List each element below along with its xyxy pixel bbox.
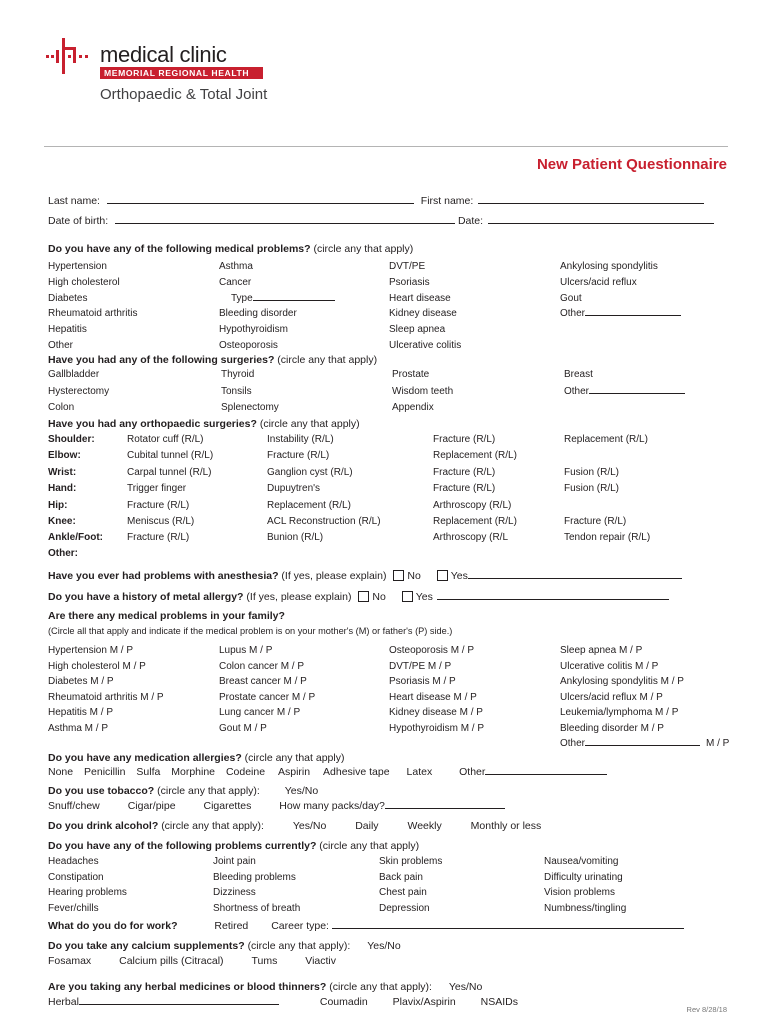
list-item[interactable]: Splenectomy — [221, 402, 279, 413]
option[interactable]: Daily — [355, 820, 379, 832]
list-item[interactable]: Ulcerative colitis M / P — [560, 660, 659, 672]
list-item[interactable]: Cancer — [219, 276, 252, 288]
ortho-label: Wrist: — [48, 466, 77, 478]
calcium-yesno[interactable]: Yes/No — [367, 940, 401, 952]
list-item[interactable]: Ulcers/acid reflux — [560, 276, 637, 288]
herbal-field[interactable] — [79, 996, 279, 1005]
list-item[interactable]: Bleeding disorder — [219, 308, 297, 320]
list-item[interactable]: Hypertension — [48, 261, 107, 272]
list-item[interactable]: Prostate — [392, 369, 430, 380]
list-item[interactable]: Carpal tunnel (R/L) — [127, 466, 212, 478]
list-item[interactable]: Gallbladder — [48, 369, 100, 380]
list-item[interactable]: Heart disease M / P — [389, 691, 477, 703]
list-item[interactable]: Back pain — [379, 871, 423, 883]
list-item[interactable]: Prostate cancer M / P — [219, 691, 316, 703]
ortho-label: Hip: — [48, 499, 68, 511]
option[interactable]: Aspirin — [278, 766, 311, 778]
list-item[interactable]: Asthma — [219, 261, 253, 272]
option[interactable]: Codeine — [225, 766, 266, 778]
ortho-col-2 — [267, 432, 381, 547]
header-divider — [44, 146, 728, 147]
metal-no-checkbox[interactable] — [358, 591, 369, 602]
anesthesia-yes-checkbox[interactable] — [437, 570, 448, 581]
family-other-item[interactable]: Other M / P — [560, 738, 730, 749]
list-item[interactable]: Tendon repair (R/L) — [564, 532, 651, 544]
dob-label: Date of birth: — [48, 215, 109, 227]
list-item[interactable]: Colon cancer M / P — [219, 660, 305, 672]
list-item[interactable]: Colon — [48, 402, 75, 413]
list-item[interactable]: Vision problems — [544, 887, 615, 899]
list-item[interactable]: Rheumatoid arthritis M / P — [48, 691, 164, 703]
list-item[interactable]: Cubital tunnel (R/L) — [127, 450, 214, 462]
medical-col-4 — [560, 259, 681, 322]
option[interactable]: Calcium pills (Citracal) — [119, 955, 224, 967]
family-question: Are there any medical problems in your family? — [48, 610, 285, 622]
list-item[interactable]: Fracture (R/L) — [127, 499, 190, 511]
surgeries-col-2 — [221, 367, 279, 417]
herbal-yesno[interactable]: Yes/No — [448, 981, 483, 993]
dob-field[interactable] — [115, 215, 455, 224]
medical-col-3 — [389, 259, 461, 354]
list-item[interactable]: Lupus M / P — [219, 645, 273, 656]
list-item[interactable]: Replacement (R/L) — [267, 499, 351, 511]
list-item[interactable]: Fracture (R/L) — [433, 483, 496, 495]
ortho-label: Knee: — [48, 516, 76, 528]
list-item[interactable]: Bleeding problems — [213, 871, 296, 883]
option[interactable]: None — [48, 766, 74, 778]
ortho-col-4 — [564, 432, 650, 547]
list-item[interactable]: Constipation — [48, 871, 104, 883]
list-item[interactable]: Fracture (R/L) — [433, 434, 496, 445]
list-item[interactable]: Rheumatoid arthritis — [48, 308, 138, 320]
list-item[interactable]: Fracture (R/L) — [433, 466, 496, 478]
list-item[interactable]: Bleeding disorder M / P — [560, 722, 664, 734]
work-row: What do you do for work? Retired Career type: — [48, 920, 684, 932]
date-field[interactable] — [488, 215, 714, 224]
ortho-label: Elbow: — [48, 450, 81, 462]
list-item[interactable]: Lung cancer M / P — [219, 707, 301, 718]
list-item[interactable]: Psoriasis M / P — [389, 676, 456, 687]
alcohol-row: Do you drink alcohol? (circle any that apply): Yes/No Daily Weekly Monthly or less — [48, 820, 542, 832]
list-item[interactable]: Hypothyroidism — [219, 324, 288, 336]
list-item[interactable]: Ganglion cyst (R/L) — [267, 466, 353, 478]
current-col-3 — [379, 854, 442, 916]
metal-yes-checkbox[interactable] — [402, 591, 413, 602]
medical-col-2 — [219, 259, 335, 354]
option[interactable]: Sulfa — [136, 766, 161, 778]
list-item[interactable]: Replacement (R/L) — [564, 434, 648, 445]
herbal-question: Are you taking any herbal medicines or blood thinners? (circle any that apply): Yes/No — [48, 981, 483, 993]
list-item[interactable]: Kidney disease M / P — [389, 707, 483, 718]
list-item[interactable]: Fracture (R/L) — [127, 532, 190, 544]
list-item[interactable]: Fracture (R/L) — [564, 516, 627, 528]
department-name: Orthopaedic & Total Joint — [100, 86, 268, 103]
tobacco-yesno[interactable]: Yes/No — [284, 785, 319, 797]
list-item[interactable]: Psoriasis — [389, 276, 430, 288]
list-item[interactable]: Fever/chills — [48, 902, 99, 914]
option[interactable]: Cigar/pipe — [127, 800, 176, 812]
list-item[interactable]: Osteoporosis — [219, 339, 278, 351]
surgeries-other-field[interactable] — [589, 385, 685, 394]
list-item[interactable]: Tonsils — [221, 385, 252, 397]
list-item[interactable]: Ankylosing spondylitis M / P — [560, 676, 684, 687]
list-item[interactable]: Breast — [564, 369, 593, 380]
metal-row: Do you have a history of metal allergy? (If yes, please explain) No Yes — [48, 591, 669, 603]
list-item[interactable]: Kidney disease — [389, 308, 457, 320]
list-item[interactable]: DVT/PE — [389, 261, 426, 272]
med-allergy-question: Do you have any medication allergies? (circle any that apply) — [48, 752, 345, 764]
surgeries-col-3 — [392, 367, 453, 417]
list-item[interactable]: Bunion (R/L) — [267, 532, 324, 544]
clinic-logo-icon — [46, 38, 98, 74]
list-item[interactable]: Hysterectomy — [48, 385, 110, 397]
tobacco-question: Do you use tobacco? (circle any that apply): Yes/No — [48, 785, 319, 797]
ortho-col-1 — [127, 432, 213, 547]
list-item[interactable]: Skin problems — [379, 856, 443, 867]
option[interactable]: NSAIDs — [480, 996, 518, 1008]
medical-other-field[interactable] — [585, 307, 681, 316]
list-item[interactable]: Osteoporosis M / P — [389, 645, 475, 656]
list-item[interactable]: Dupuytren's — [267, 483, 321, 495]
list-item[interactable]: Trigger finger — [127, 483, 187, 495]
list-item[interactable]: Hypothyroidism M / P — [389, 722, 485, 734]
option[interactable]: Penicillin — [84, 766, 126, 778]
family-other-field[interactable] — [585, 737, 700, 746]
revision-note: Rev 8/28/18 — [686, 1005, 727, 1014]
list-item[interactable]: ACL Reconstruction (R/L) — [267, 516, 381, 528]
list-item[interactable]: Meniscus (R/L) — [127, 516, 195, 528]
list-item[interactable]: Nausea/vomiting — [544, 856, 619, 867]
option[interactable]: Coumadin — [319, 996, 368, 1008]
tobacco-options — [48, 800, 505, 812]
retired-option[interactable]: Retired — [214, 920, 249, 932]
list-item[interactable]: Heart disease — [389, 292, 451, 304]
option[interactable]: Fosamax — [48, 955, 92, 967]
current-col-4 — [544, 854, 626, 916]
option[interactable]: Latex — [406, 766, 433, 778]
ortho-label: Hand: — [48, 483, 77, 495]
ortho-label: Ankle/Foot: — [48, 532, 103, 544]
list-item[interactable]: Arthroscopy (R/L — [433, 532, 509, 544]
family-col-3 — [389, 643, 484, 736]
list-item[interactable]: DVT/PE M / P — [389, 660, 452, 672]
list-item[interactable]: Difficulty urinating — [544, 871, 623, 883]
medical-col-1 — [48, 259, 137, 354]
ortho-other-label: Other: — [48, 548, 78, 559]
ortho-label: Shoulder: — [48, 434, 95, 445]
option[interactable]: Snuff/chew — [48, 800, 100, 812]
list-item[interactable]: Leukemia/lymphoma M / P — [560, 707, 679, 718]
surgeries-col-4 — [564, 367, 685, 400]
cancer-type-item[interactable]: Type — [219, 291, 335, 307]
current-question: Do you have any of the following problems currently? (circle any that apply) — [48, 840, 420, 852]
option[interactable]: Cigarettes — [203, 800, 252, 812]
list-item[interactable]: Gout M / P — [219, 722, 267, 734]
list-item[interactable]: Replacement (R/L) — [433, 516, 517, 528]
form-title: New Patient Questionnaire — [536, 156, 727, 173]
list-item[interactable]: Gout — [560, 292, 582, 304]
list-item[interactable]: Ulcers/acid reflux M / P — [560, 691, 663, 703]
ortho-labels — [48, 432, 103, 547]
list-item[interactable]: Fusion (R/L) — [564, 466, 620, 478]
list-item[interactable]: High cholesterol — [48, 276, 120, 288]
current-col-1 — [48, 854, 127, 916]
anesthesia-row: Have you ever had problems with anesthesia? (If yes, please explain) No Yes — [48, 570, 682, 582]
list-item[interactable]: Rotator cuff (R/L) — [127, 434, 204, 445]
list-item[interactable]: Fracture (R/L) — [267, 450, 330, 462]
dob-row — [48, 215, 714, 227]
surgeries-question: Have you had any of the following surgeries? (circle any that apply) — [48, 354, 378, 366]
option[interactable]: Weekly — [407, 820, 442, 832]
list-item[interactable] — [564, 498, 650, 514]
metal-explain-field[interactable] — [437, 591, 669, 600]
list-item[interactable]: High cholesterol M / P — [48, 660, 146, 672]
last-name-row — [48, 195, 704, 207]
anesthesia-explain-field[interactable] — [468, 570, 682, 579]
med-allergy-other-label: Other — [459, 766, 486, 778]
herbal-options — [48, 996, 518, 1008]
family-col-2 — [219, 643, 315, 736]
list-item[interactable]: Ankylosing spondylitis — [560, 261, 658, 272]
list-item[interactable]: Wisdom teeth — [392, 385, 454, 397]
ortho-col-3 — [433, 432, 517, 547]
list-item[interactable]: Hypertension M / P — [48, 645, 134, 656]
list-item[interactable]: Sleep apnea — [389, 324, 446, 336]
ortho-question: Have you had any orthopaedic surgeries? (circle any that apply) — [48, 418, 360, 430]
list-item[interactable]: Headaches — [48, 856, 99, 867]
family-col-1 — [48, 643, 164, 736]
list-item[interactable]: Diabetes M / P — [48, 676, 114, 687]
list-item[interactable]: Hepatitis M / P — [48, 707, 114, 718]
career-field[interactable] — [332, 920, 684, 929]
medical-question: Do you have any of the following medical problems? (circle any that apply) — [48, 243, 414, 255]
list-item[interactable]: Appendix — [392, 402, 434, 413]
calcium-question: Do you take any calcium supplements? (circle any that apply): Yes/No — [48, 940, 401, 952]
list-item[interactable]: Thyroid — [221, 369, 255, 380]
list-item[interactable]: Breast cancer M / P — [219, 676, 307, 687]
option[interactable]: Tums — [251, 955, 278, 967]
calcium-options — [48, 955, 336, 967]
list-item[interactable]: Numbness/tingling — [544, 902, 627, 914]
list-item[interactable]: Chest pain — [379, 887, 427, 899]
brand-name: medical clinic — [100, 42, 227, 67]
first-name-label: First name: — [420, 195, 474, 207]
current-col-2 — [213, 854, 300, 916]
last-name-label: Last name: — [48, 195, 100, 207]
last-name-field[interactable] — [107, 195, 414, 204]
medical-other-item[interactable]: Other — [560, 306, 681, 322]
list-item[interactable]: Joint pain — [213, 856, 256, 867]
herbal-label: Herbal — [48, 996, 79, 1008]
list-item[interactable]: Dizziness — [213, 887, 256, 899]
list-item[interactable]: Other — [48, 339, 74, 351]
surgeries-other-item[interactable]: Other — [564, 384, 685, 401]
list-item[interactable]: Hepatitis — [48, 324, 87, 336]
option[interactable]: Yes/No — [292, 820, 327, 832]
list-item[interactable]: Hearing problems — [48, 887, 127, 899]
option[interactable]: Adhesive tape — [323, 766, 390, 778]
cancer-type-field[interactable] — [253, 292, 335, 301]
option[interactable]: Monthly or less — [470, 820, 542, 832]
list-item[interactable]: Diabetes — [48, 292, 88, 304]
family-col-4 — [560, 643, 729, 752]
med-allergy-options — [48, 766, 607, 778]
list-item[interactable]: Depression — [379, 902, 430, 914]
career-label: Career type: — [271, 920, 329, 932]
list-item[interactable]: Ulcerative colitis — [389, 339, 462, 351]
list-item[interactable]: Asthma M / P — [48, 722, 109, 734]
med-allergy-other-field[interactable] — [485, 766, 607, 775]
date-label: Date: — [457, 215, 484, 227]
list-item[interactable]: Instability (R/L) — [267, 434, 334, 445]
list-item[interactable]: Replacement (R/L) — [433, 450, 517, 462]
list-item[interactable]: Arthroscopy (R/L) — [433, 499, 512, 511]
family-hint: (Circle all that apply and indicate if the medical problem is on your mother's (M) or father's (P) side.) — [48, 626, 453, 636]
anesthesia-no-checkbox[interactable] — [393, 570, 404, 581]
packs-field[interactable] — [385, 800, 505, 809]
packs-label: How many packs/day? — [279, 800, 385, 812]
first-name-field[interactable] — [478, 195, 704, 204]
option[interactable]: Plavix/Aspirin — [392, 996, 456, 1008]
list-item[interactable]: Fusion (R/L) — [564, 483, 620, 495]
surgeries-col-1 — [48, 367, 109, 417]
brand-bar: MEMORIAL REGIONAL HEALTH — [100, 67, 263, 79]
option[interactable]: Morphine — [171, 766, 216, 778]
list-item[interactable]: Shortness of breath — [213, 902, 301, 914]
list-item[interactable] — [564, 448, 650, 464]
option[interactable]: Viactiv — [305, 955, 337, 967]
list-item[interactable]: Sleep apnea M / P — [560, 645, 643, 656]
